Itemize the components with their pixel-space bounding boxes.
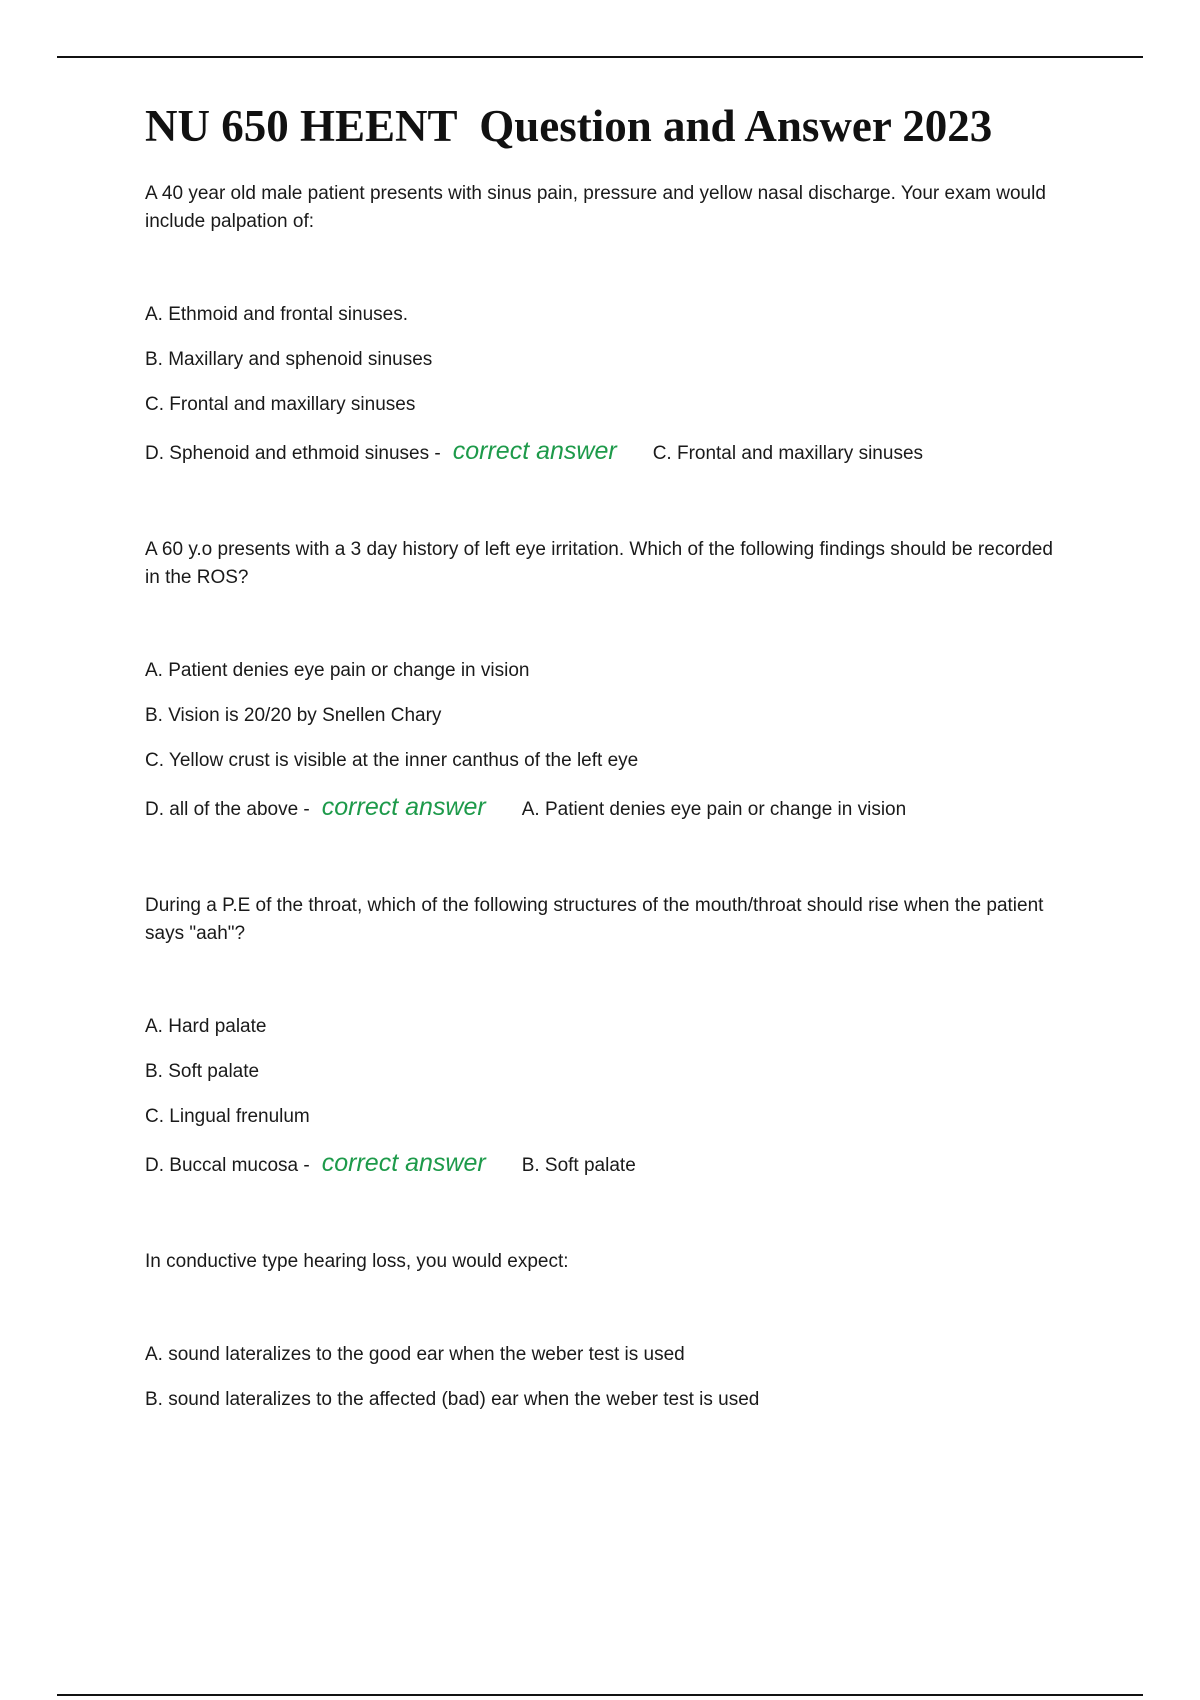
option-b: B. Maxillary and sphenoid sinuses <box>145 349 433 370</box>
top-rule <box>57 56 1143 58</box>
option-d: D. Buccal mucosa - <box>145 1155 310 1176</box>
question-block-4 <box>145 1248 1065 1413</box>
question-text: A 60 y.o presents with a 3 day history of left eye irritation. Which of the following findings should be recorded in the ROS? <box>145 539 1053 588</box>
option-b: B. Soft palate <box>145 1061 260 1082</box>
answer-text: C. Frontal and maxillary sinuses <box>652 443 924 464</box>
option-c: C. Frontal and maxillary sinuses <box>145 394 416 415</box>
document-body <box>145 96 1065 1413</box>
question-block-2 <box>145 536 1065 826</box>
question-text: During a P.E of the throat, which of the following structures of the mouth/throat should rise when the patient says "aah"? <box>145 895 1044 944</box>
answer-text: B. Soft palate <box>521 1155 636 1176</box>
option-c: C. Yellow crust is visible at the inner canthus of the left eye <box>145 750 639 771</box>
option-a: A. Ethmoid and frontal sinuses. <box>145 304 408 325</box>
option-a: A. Patient denies eye pain or change in vision <box>145 660 530 681</box>
question-block-1 <box>145 180 1065 470</box>
bottom-rule <box>57 1694 1143 1696</box>
correct-answer-label: correct answer <box>321 793 486 821</box>
document-title: NU 650 HEENT Question and Answer 2023 <box>145 101 993 151</box>
question-block-3 <box>145 892 1065 1182</box>
correct-answer-label: correct answer <box>452 437 617 465</box>
option-a: A. sound lateralizes to the good ear when the weber test is used <box>145 1344 685 1365</box>
option-c: C. Lingual frenulum <box>145 1106 310 1127</box>
option-d: D. all of the above - <box>145 799 310 820</box>
option-d-row <box>145 435 1065 470</box>
question-text: In conductive type hearing loss, you would expect: <box>145 1251 569 1272</box>
option-a: A. Hard palate <box>145 1016 267 1037</box>
correct-answer-label: correct answer <box>321 1149 486 1177</box>
option-d-row <box>145 1147 1065 1182</box>
option-d: D. Sphenoid and ethmoid sinuses - <box>145 443 441 464</box>
question-text: A 40 year old male patient presents with sinus pain, pressure and yellow nasal discharge. Your exam would include palpation of: <box>145 183 1046 232</box>
answer-text: A. Patient denies eye pain or change in vision <box>521 799 907 820</box>
option-d-row <box>145 791 1065 826</box>
option-b: B. Vision is 20/20 by Snellen Chary <box>145 705 442 726</box>
option-b: B. sound lateralizes to the affected (bad) ear when the weber test is used <box>145 1389 760 1410</box>
